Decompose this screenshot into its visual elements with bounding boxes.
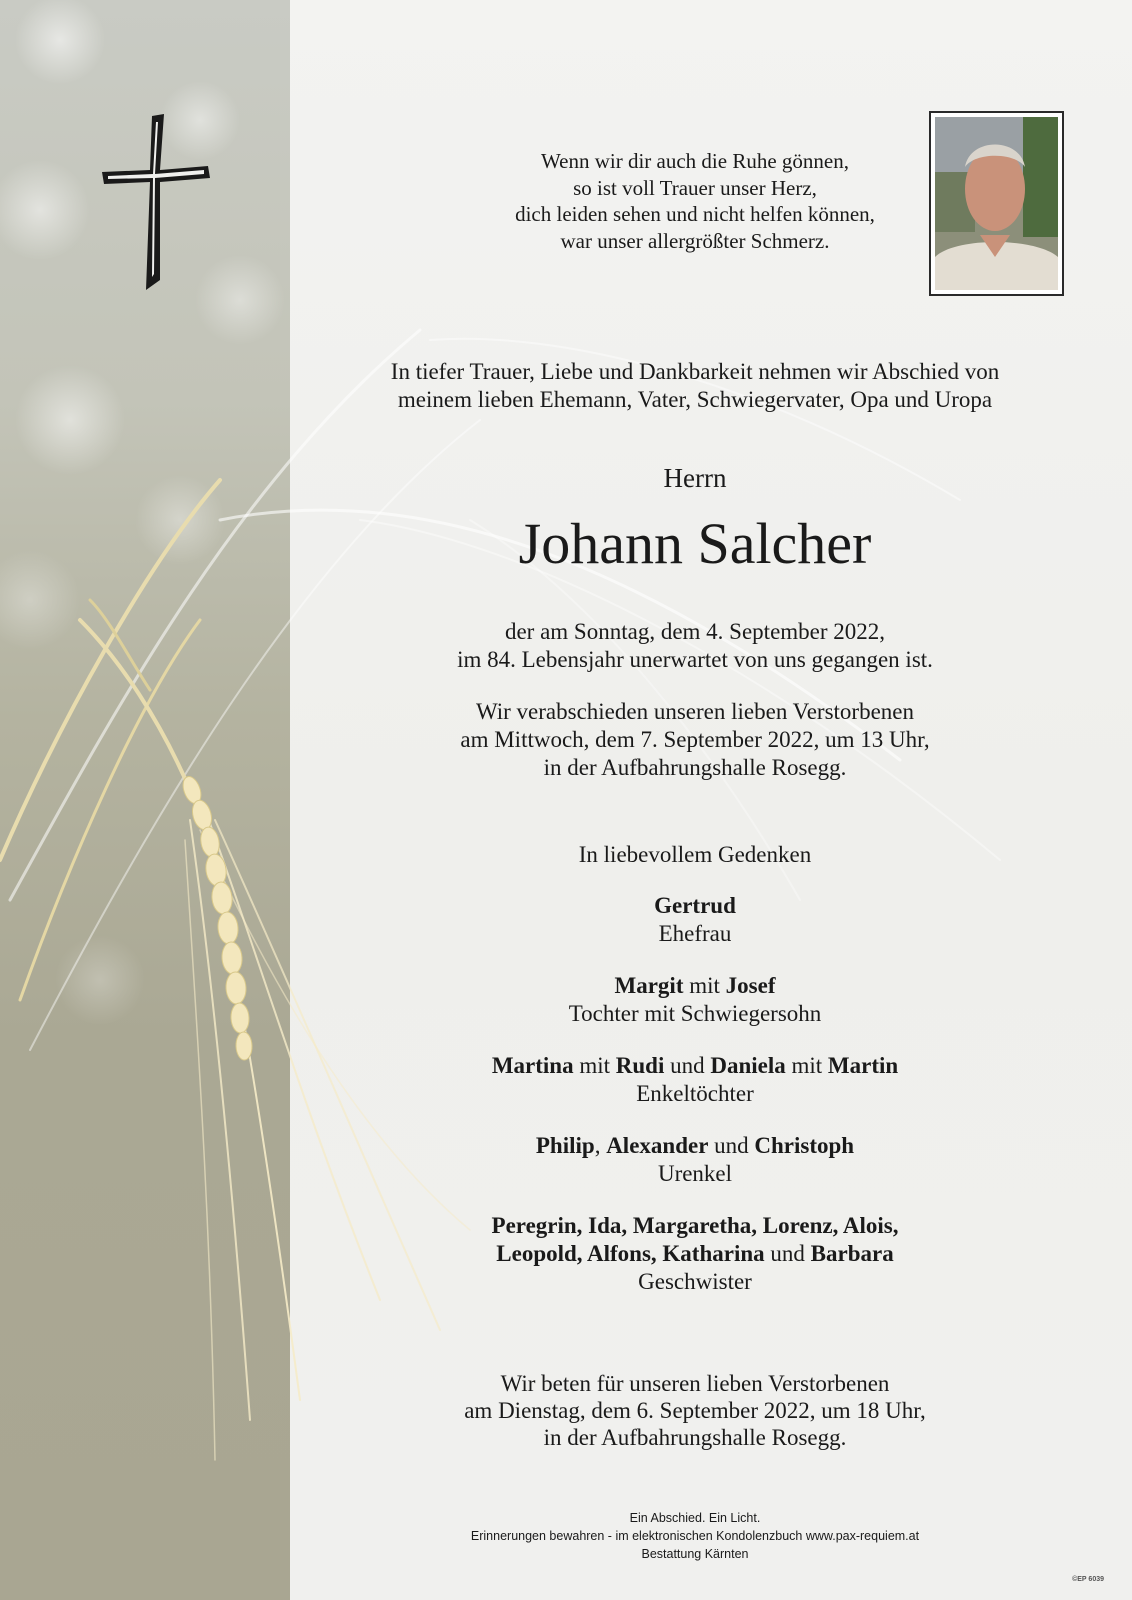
prayer-line: in der Aufbahrungshalle Rosegg. [543,1425,847,1450]
mourner-names [290,1212,1100,1240]
cross-icon [100,112,216,294]
mourner-names [290,1052,1100,1080]
death-notice-line: der am Sonntag, dem 4. September 2022, [504,619,886,644]
funeral-notice [290,698,1100,782]
mourner-relation: Tochter mit Schwiegersohn [568,1001,822,1026]
verse-line: war unser allergrößter Schmerz. [560,228,830,253]
mourner-entry [290,1052,1100,1108]
mourner-connector: und [664,1053,711,1078]
mourner-name: Peregrin, Ida, Margaretha, Lorenz, Alois, [491,1213,899,1238]
mourner-entry [290,1132,1100,1188]
mourner-connector: und [708,1133,755,1158]
remembrance-heading: In liebevollem Gedenken [578,842,812,867]
mourner-entry [290,892,1100,948]
mourner-name: Martina [491,1053,574,1078]
death-notice-line: im 84. Lebensjahr unerwartet von uns gegangen ist. [457,647,933,672]
mourner-connector: mit [573,1053,616,1078]
mourner-entry [290,972,1100,1028]
copyright-mark: ©EP 6039 [1072,1576,1104,1583]
verse-line: dich leiden sehen und nicht helfen können, [515,202,875,226]
mourner-connector: und [764,1241,811,1266]
mourner-name: Barbara [810,1241,894,1266]
funeral-line: Wir verabschieden unseren lieben Verstorbenen [475,699,915,724]
mourner-name: Margit [614,973,684,998]
mourner-connector: , [594,1133,607,1158]
mourner-names [290,1240,1100,1268]
mourner-relation: Enkeltöchter [636,1081,754,1106]
mourner-names [290,972,1100,1000]
funeral-line: am Mittwoch, dem 7. September 2022, um 13 Uhr, [460,727,930,752]
mourner-relation: Ehefrau [658,921,732,946]
mourner-name: Josef [725,973,776,998]
mourner-name: Martin [827,1053,899,1078]
footer-line: Bestattung Kärnten [641,1547,749,1561]
mourner-name: Leopold, Alfons, Katharina [496,1241,765,1266]
intro-line: In tiefer Trauer, Liebe und Dankbarkeit nehmen wir Abschied von [390,359,1000,384]
deceased-name: Johann Salcher [518,511,872,576]
mourner-name: Daniela [710,1053,786,1078]
mourner-name: Philip [535,1133,595,1158]
footer-line: Ein Abschied. Ein Licht. [629,1511,761,1525]
mourner-name: Rudi [615,1053,665,1078]
mourner-relation: Urenkel [657,1161,733,1186]
mourner-name: Alexander [606,1133,709,1158]
intro-line: meinem lieben Ehemann, Vater, Schwiegervater, Opa und Uropa [397,387,993,412]
prayer-line: am Dienstag, dem 6. September 2022, um 18 Uhr, [464,1398,926,1423]
mourners-list [290,892,1100,1320]
mourner-entry [290,1212,1100,1296]
mourner-connector: mit [785,1053,828,1078]
funeral-line: in der Aufbahrungshalle Rosegg. [543,755,847,780]
mourner-connector: mit [683,973,726,998]
memorial-verse [290,148,1100,254]
footer-line: Erinnerungen bewahren - im elektronischen Kondolenzbuch www.pax-requiem.at [470,1529,920,1543]
mourner-names [290,1132,1100,1160]
salutation: Herrn [663,463,727,493]
intro-text [290,358,1100,414]
prayer-line: Wir beten für unseren lieben Verstorbenen [500,1371,890,1396]
prayer-notice [290,1370,1100,1451]
mourner-name: Christoph [754,1133,855,1158]
verse-line: Wenn wir dir auch die Ruhe gönnen, [541,149,849,173]
death-notice [290,618,1100,674]
footer [290,1509,1100,1563]
verse-line: so ist voll Trauer unser Herz, [573,175,817,200]
mourner-names [290,892,1100,920]
mourner-relation: Geschwister [638,1269,752,1294]
mourner-name: Gertrud [654,893,736,918]
